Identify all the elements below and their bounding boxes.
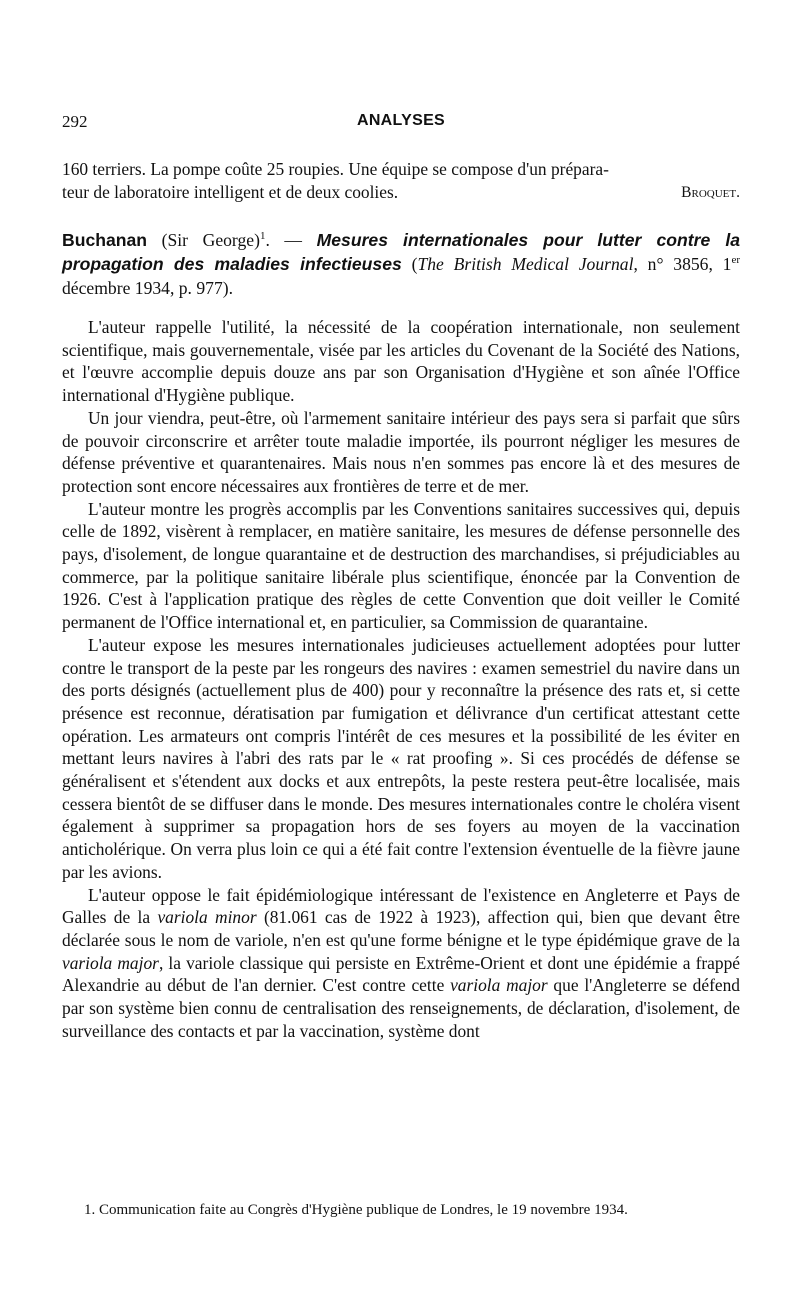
paragraph-4: L'auteur expose les mesures internationales judicieuses actuellement adoptées pour lutter contre le transport de la peste par les rongeurs des navires : examen semestriel du navire dans un des ports désignés (actuellement plus de 400) pour y reconnaître la présence des rats et, si cette présence est reconnue, dératisation par fumigation et délivrance d'un certificat attestant cette opération. Les armateurs ont compris l'intérêt de ces mesures et la possibilité de les éviter en mettant leurs navires à l'abri des rats par le « rat proofing ». Si ces procédés de défense se généralisent et s'étendent aux docks et aux entrepôts, la peste restera peut-être localisée, mais cessera bientôt de se diffuser dans le monde. Des mesures internationales contre le choléra visent également à supprimer sa propagation hors de ses foyers au moyen de la vaccination anticholérique. On verra plus loin ce qui a été fait contre l'extension éventuelle de la fièvre jaune par les avions. <box>62 634 740 882</box>
entry-journal: The British Medical Journal <box>417 254 634 274</box>
footnote: 1. Communication faite au Congrès d'Hygiène publique de Londres, le 19 novembre 1934. <box>84 1202 628 1218</box>
previous-review-ending <box>62 158 740 204</box>
p5-italic-d: variola major <box>62 952 159 973</box>
footnote-mark: 1 <box>259 230 266 243</box>
paragraph-5 <box>62 884 740 1043</box>
running-title: ANALYSES <box>356 112 446 129</box>
previous-review-line-2 <box>62 181 740 204</box>
review-body <box>62 316 740 1043</box>
p5-italic-b: variola minor <box>157 907 257 928</box>
running-head <box>62 112 740 136</box>
p5-text-e: , la variole classique qui persiste en Extrême-Orient et dont une épidémie a frappé Alexandrie au début de l'an dernier. C'est contre cette <box>62 952 740 996</box>
paragraph-3: L'auteur montre les progrès accomplis par les Conventions sanitaires successives qui, depuis celle de 1892, visèrent à remplacer, en matière sanitaire, les mesures de défense personnelle des pays, d'isolement, de longue quarantaine et de destruction des marchandises, si préjudiciables au commerce, par la politique sanitaire libérale plus scientifique, énoncée par la Convention de 1926. C'est à l'application pratique des règles de cette Convention que doit veiller le Comité permanent de l'Office international et, en particulier, sa Commission de quarantaine. <box>62 498 740 633</box>
entry-dash: . — <box>265 230 317 250</box>
paragraph-1: L'auteur rappelle l'utilité, la nécessité de la coopération internationale, non seulement scientifique, mais gouvernementale, visée par les articles du Covenant de la Société des Nations, et l'œuvre accomplie depuis douze ans par son Organisation d'Hygiène et son aînée l'Office international d'Hygiène publique. <box>62 317 740 406</box>
p5-italic-f: variola major <box>450 975 548 996</box>
bibliographic-entry <box>62 228 740 300</box>
entry-open-paren: ( <box>401 254 418 274</box>
p5-text-g: que l'Angleterre se défend par son système bien connu de centralisation des renseignements, de déclaration, d'isolement, de surveillance des contacts et par la vaccination, système dont <box>62 975 741 1041</box>
p5-text-a: L'auteur oppose le fait épidémiologique intéressant de l'existence en Angleterre et Pays de Galles de la <box>62 884 740 928</box>
entry-author-detail: (Sir George) <box>147 230 260 250</box>
reviewer-signature: Broquet. <box>681 183 740 201</box>
entry-issue: , n° 3856, 1 <box>633 254 732 274</box>
p5-text-c: (81.061 cas de 1922 à 1923), affection qui, bien que devant être déclarée sous le nom de variole, n'en est qu'une forme bénigne et le type épidémique grave de la <box>62 907 740 950</box>
entry-title: Mesures internationales pour lutter contre la propagation des maladies infectieuses <box>62 230 740 274</box>
previous-review-line-1: 160 terriers. La pompe coûte 25 roupies. Une équipe se compose d'un prépara- <box>62 159 609 179</box>
entry-citation <box>62 228 740 300</box>
entry-author: Buchanan <box>62 230 148 250</box>
page-number: 292 <box>62 112 88 131</box>
entry-date-page: décembre 1934, p. 977). <box>62 278 233 298</box>
paragraph-2: Un jour viendra, peut-être, où l'armement sanitaire intérieur des pays sera si parfait que sûrs de pouvoir circonscrire et arrêter toute maladie importée, ils pourront négliger les mesures de défense préventive et quarantenaires. Mais nous n'en sommes pas encore là et des mesures de protection sont encore nécessaires aux frontières de terre et de mer. <box>62 407 740 496</box>
entry-issue-sup: er <box>731 254 740 267</box>
previous-review-text: teur de laboratoire intelligent et de deux coolies. <box>62 181 399 202</box>
